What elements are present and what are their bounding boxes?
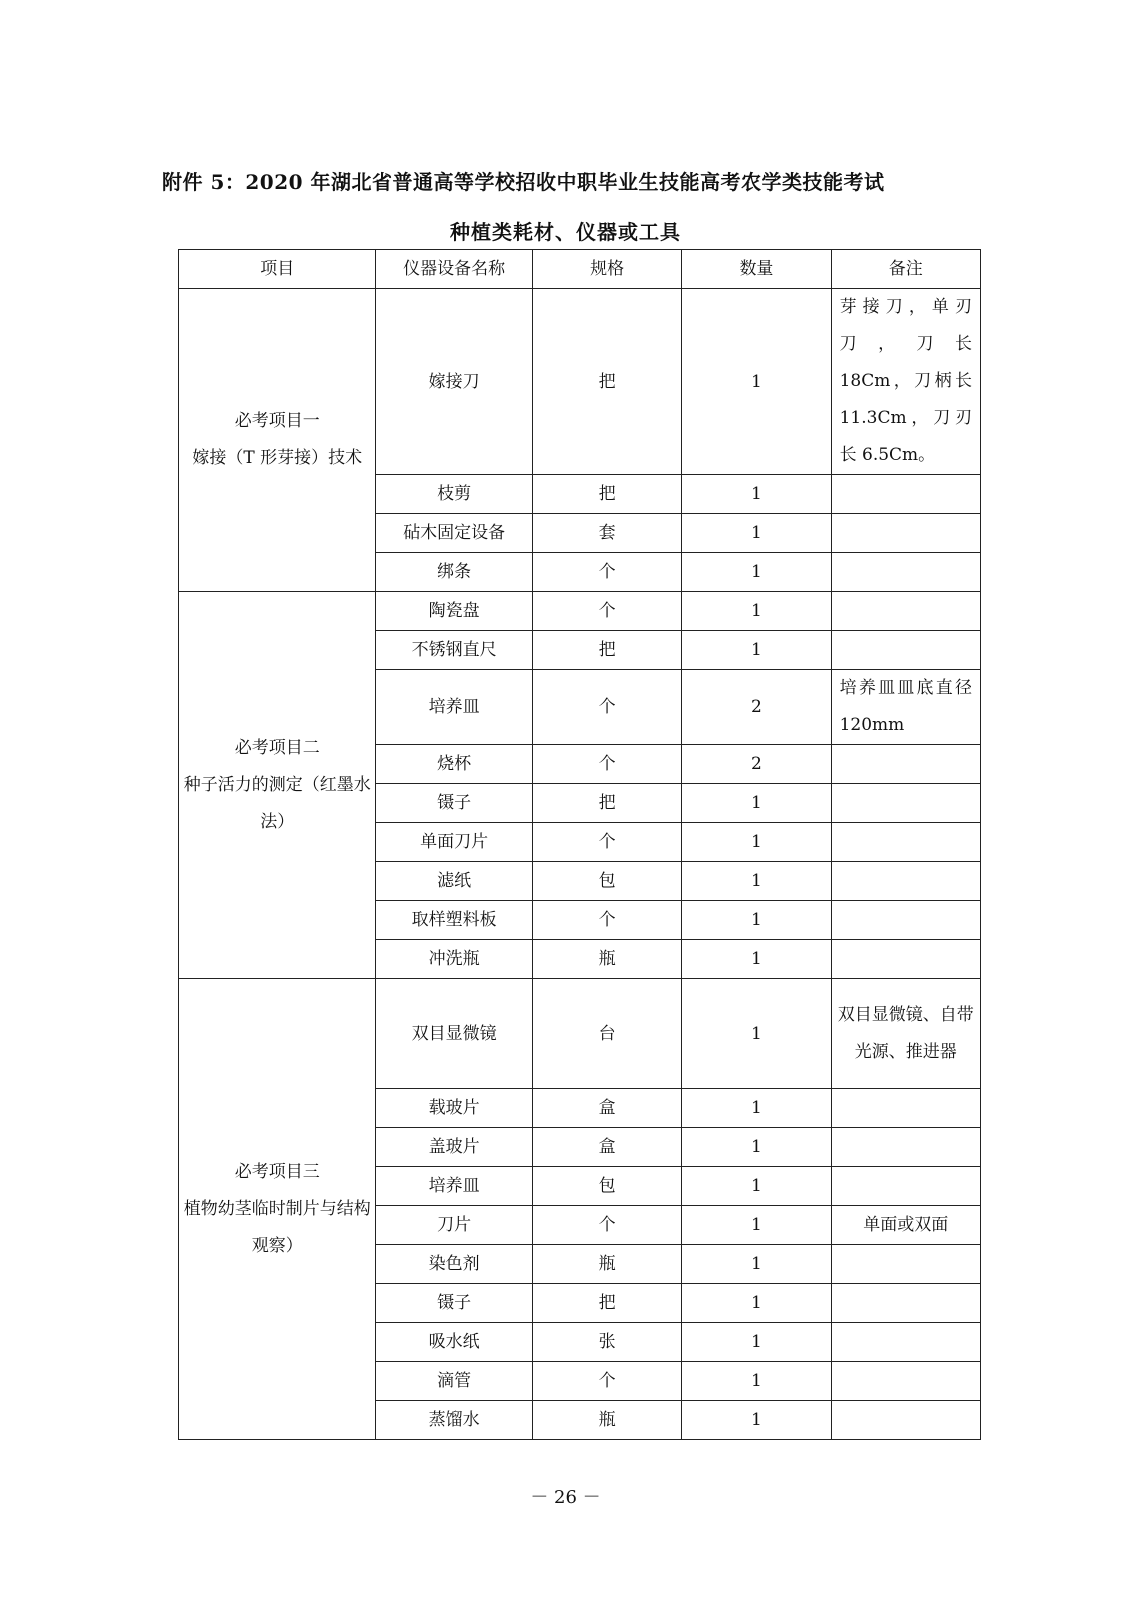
equipment-spec: 个 bbox=[532, 553, 681, 592]
table-row bbox=[179, 592, 981, 631]
equipment-spec: 盒 bbox=[532, 1128, 681, 1167]
equipment-note bbox=[831, 901, 980, 940]
equipment-note bbox=[831, 553, 980, 592]
equipment-qty: 2 bbox=[682, 745, 831, 784]
header-project: 项目 bbox=[179, 250, 376, 289]
equipment-qty: 1 bbox=[682, 784, 831, 823]
equipment-name: 培养皿 bbox=[376, 1167, 533, 1206]
equipment-spec: 包 bbox=[532, 862, 681, 901]
table-header-row bbox=[179, 250, 981, 289]
equipment-name: 载玻片 bbox=[376, 1089, 533, 1128]
equipment-spec: 瓶 bbox=[532, 940, 681, 979]
equipment-qty: 1 bbox=[682, 475, 831, 514]
equipment-spec: 套 bbox=[532, 514, 681, 553]
equipment-note bbox=[831, 745, 980, 784]
header-quantity: 数量 bbox=[682, 250, 831, 289]
equipment-note bbox=[831, 1284, 980, 1323]
equipment-note bbox=[831, 862, 980, 901]
equipment-qty: 1 bbox=[682, 1284, 831, 1323]
equipment-spec: 瓶 bbox=[532, 1401, 681, 1440]
equipment-note bbox=[831, 1128, 980, 1167]
equipment-qty: 1 bbox=[682, 979, 831, 1089]
equipment-spec: 把 bbox=[532, 475, 681, 514]
equipment-name: 镊子 bbox=[376, 1284, 533, 1323]
equipment-spec: 张 bbox=[532, 1323, 681, 1362]
equipment-name: 蒸馏水 bbox=[376, 1401, 533, 1440]
equipment-name: 烧杯 bbox=[376, 745, 533, 784]
document-title: 附件 5：2020 年湖北省普通高等学校招收中职毕业生技能高考农学类技能考试 bbox=[162, 170, 885, 194]
project-cell: 必考项目一 嫁接（T 形芽接）技术 bbox=[179, 289, 376, 592]
equipment-qty: 1 bbox=[682, 289, 831, 475]
equipment-name: 盖玻片 bbox=[376, 1128, 533, 1167]
equipment-table bbox=[178, 249, 981, 1440]
equipment-spec: 把 bbox=[532, 1284, 681, 1323]
equipment-spec: 瓶 bbox=[532, 1245, 681, 1284]
equipment-name: 吸水纸 bbox=[376, 1323, 533, 1362]
equipment-note bbox=[831, 631, 980, 670]
equipment-name: 单面刀片 bbox=[376, 823, 533, 862]
equipment-qty: 1 bbox=[682, 514, 831, 553]
equipment-spec: 个 bbox=[532, 1206, 681, 1245]
equipment-name: 染色剂 bbox=[376, 1245, 533, 1284]
equipment-spec: 个 bbox=[532, 1362, 681, 1401]
header-spec: 规格 bbox=[532, 250, 681, 289]
equipment-qty: 1 bbox=[682, 1323, 831, 1362]
equipment-spec: 个 bbox=[532, 901, 681, 940]
equipment-qty: 1 bbox=[682, 1167, 831, 1206]
equipment-qty: 1 bbox=[682, 1362, 831, 1401]
table-row bbox=[179, 979, 981, 1089]
equipment-name: 陶瓷盘 bbox=[376, 592, 533, 631]
equipment-qty: 1 bbox=[682, 901, 831, 940]
equipment-note bbox=[831, 1167, 980, 1206]
project-cell: 必考项目二 种子活力的测定（红墨水法） bbox=[179, 592, 376, 979]
page-number: － 26 － bbox=[530, 1487, 601, 1508]
equipment-name: 镊子 bbox=[376, 784, 533, 823]
equipment-name: 取样塑料板 bbox=[376, 901, 533, 940]
equipment-note bbox=[831, 940, 980, 979]
equipment-qty: 1 bbox=[682, 1245, 831, 1284]
equipment-note: 芽接刀，单刃刀，刀长 18Cm，刀柄长 11.3Cm，刀刃长 6.5Cm。 bbox=[831, 289, 980, 475]
equipment-spec: 包 bbox=[532, 1167, 681, 1206]
equipment-spec: 把 bbox=[532, 784, 681, 823]
equipment-qty: 1 bbox=[682, 1128, 831, 1167]
equipment-spec: 个 bbox=[532, 670, 681, 745]
equipment-qty: 1 bbox=[682, 1089, 831, 1128]
equipment-spec: 个 bbox=[532, 592, 681, 631]
table-body bbox=[179, 289, 981, 1440]
equipment-qty: 1 bbox=[682, 862, 831, 901]
equipment-name: 滤纸 bbox=[376, 862, 533, 901]
equipment-note: 培养皿皿底直径 120mm bbox=[831, 670, 980, 745]
equipment-spec: 台 bbox=[532, 979, 681, 1089]
equipment-note bbox=[831, 475, 980, 514]
equipment-qty: 1 bbox=[682, 823, 831, 862]
equipment-spec: 把 bbox=[532, 631, 681, 670]
equipment-note bbox=[831, 514, 980, 553]
header-remarks: 备注 bbox=[831, 250, 980, 289]
equipment-spec: 把 bbox=[532, 289, 681, 475]
equipment-qty: 1 bbox=[682, 592, 831, 631]
equipment-note bbox=[831, 823, 980, 862]
equipment-name: 不锈钢直尺 bbox=[376, 631, 533, 670]
document-subtitle: 种植类耗材、仪器或工具 bbox=[450, 220, 681, 244]
equipment-qty: 1 bbox=[682, 940, 831, 979]
equipment-name: 双目显微镜 bbox=[376, 979, 533, 1089]
equipment-name: 枝剪 bbox=[376, 475, 533, 514]
equipment-note bbox=[831, 1245, 980, 1284]
equipment-note bbox=[831, 1362, 980, 1401]
equipment-name: 砧木固定设备 bbox=[376, 514, 533, 553]
equipment-note bbox=[831, 1401, 980, 1440]
equipment-note: 双目显微镜、自带光源、推进器 bbox=[831, 979, 980, 1089]
equipment-note: 单面或双面 bbox=[831, 1206, 980, 1245]
equipment-name: 绑条 bbox=[376, 553, 533, 592]
equipment-spec: 个 bbox=[532, 823, 681, 862]
project-cell: 必考项目三 植物幼茎临时制片与结构观察） bbox=[179, 979, 376, 1440]
equipment-note bbox=[831, 784, 980, 823]
equipment-spec: 盒 bbox=[532, 1089, 681, 1128]
equipment-name: 嫁接刀 bbox=[376, 289, 533, 475]
equipment-note bbox=[831, 1323, 980, 1362]
equipment-qty: 1 bbox=[682, 553, 831, 592]
equipment-spec: 个 bbox=[532, 745, 681, 784]
equipment-name: 滴管 bbox=[376, 1362, 533, 1401]
equipment-note bbox=[831, 592, 980, 631]
equipment-note bbox=[831, 1089, 980, 1128]
equipment-qty: 1 bbox=[682, 631, 831, 670]
equipment-qty: 1 bbox=[682, 1401, 831, 1440]
equipment-name: 刀片 bbox=[376, 1206, 533, 1245]
header-equipment-name: 仪器设备名称 bbox=[376, 250, 533, 289]
equipment-qty: 1 bbox=[682, 1206, 831, 1245]
equipment-name: 冲洗瓶 bbox=[376, 940, 533, 979]
equipment-name: 培养皿 bbox=[376, 670, 533, 745]
table-row bbox=[179, 289, 981, 475]
equipment-qty: 2 bbox=[682, 670, 831, 745]
